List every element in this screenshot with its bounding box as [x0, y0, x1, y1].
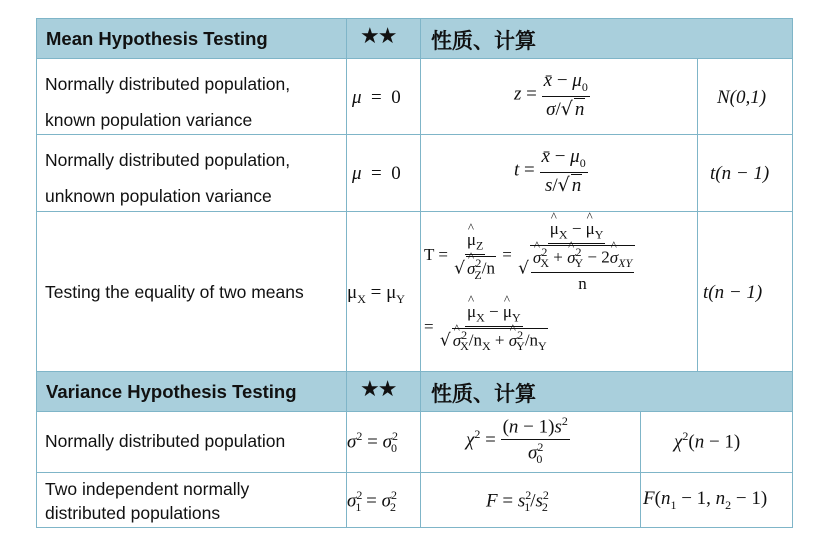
- mean-section-stars: ★★: [360, 24, 396, 49]
- row2-condition-line2: unknown population variance: [45, 186, 272, 206]
- row3-distribution: t(n − 1): [703, 282, 763, 303]
- grid-line: [792, 18, 793, 528]
- row3-hypothesis: $\mu_X = \mu_Y$: [347, 282, 405, 306]
- row5-condition-line1: Two independent normally: [45, 479, 250, 499]
- grid-line: [36, 472, 793, 473]
- row2-distribution: t(n − 1): [710, 163, 770, 184]
- row2-condition-line1: Normally distributed population,: [45, 150, 291, 170]
- variance-section-title: Variance Hypothesis Testing: [46, 381, 297, 402]
- grid-line: [697, 58, 698, 371]
- row3-statistic-line2: = ^ $\frac{\mu_X - \^{} \mu_Y}{√\^{} \sigma^2_X/n_X + \^{} \sigma^2_Y/n_Y}$: [424, 302, 550, 354]
- row3-condition: Testing the equality of two means: [45, 282, 304, 302]
- row5-distribution: $F(n_1 - 1$, $n_2 - 1$): [643, 488, 768, 512]
- row4-distribution: $\chi^2(n - 1)$: [674, 429, 741, 453]
- grid-line: [36, 58, 793, 59]
- mean-section-cn-label: 性质、计算: [431, 29, 536, 53]
- row5-statistic: $F = s^2_1/s^2_2$: [486, 488, 549, 515]
- grid-line: [346, 18, 347, 371]
- grid-line: [36, 134, 793, 135]
- row2-statistic: t = $\frac{x̄ - \mu_0}{s/√ n}$: [514, 146, 586, 196]
- row4-statistic: $\chi^2$ = $\frac{(n - 1)s^2}{\sigma^2_0}$: [466, 414, 568, 467]
- row5-condition-line2: distributed populations: [45, 503, 221, 523]
- row1-distribution: N(0,1): [717, 87, 767, 108]
- hypothesis-testing-table: [36, 18, 793, 528]
- grid-line: [420, 18, 421, 371]
- variance-section-cn-label: 性质、计算: [431, 382, 536, 406]
- grid-line: [36, 371, 793, 372]
- row5-hypothesis: $\sigma^2_1 = \sigma^2_2$: [347, 488, 397, 515]
- row4-hypothesis: $\sigma^2 = \sigma^2_0$: [347, 429, 398, 456]
- grid-line: [36, 211, 793, 212]
- grid-line: [640, 411, 641, 528]
- row1-condition-line1: Normally distributed population,: [45, 74, 291, 94]
- row4-condition: Normally distributed population: [45, 431, 286, 451]
- mean-section-title: Mean Hypothesis Testing: [46, 28, 268, 49]
- row3-statistic-line1: T = ^ $\frac{\mu_Z}{√\^{} \sigma^2_Z/n}$ = ^ $\mu_X$ − ^ $\mu_Y$ √ ^ $\frac{\sigma^2_X + \^{} \sigma^2_Y - 2\^{} \sigma_{XY}}{n}$: [424, 219, 637, 294]
- row1-condition-line2: known population variance: [45, 110, 253, 130]
- grid-line: [420, 371, 421, 528]
- grid-line: [36, 411, 793, 412]
- grid-line: [36, 18, 793, 19]
- row1-hypothesis: μ = 0: [352, 87, 401, 108]
- grid-line: [36, 527, 793, 528]
- grid-line: [36, 18, 37, 528]
- variance-section-stars: ★★: [360, 377, 396, 402]
- row2-hypothesis: μ = 0: [352, 163, 401, 184]
- row1-statistic: z = $\frac{x̄ - \mu_0}{\sigma/√ n}$: [514, 70, 588, 120]
